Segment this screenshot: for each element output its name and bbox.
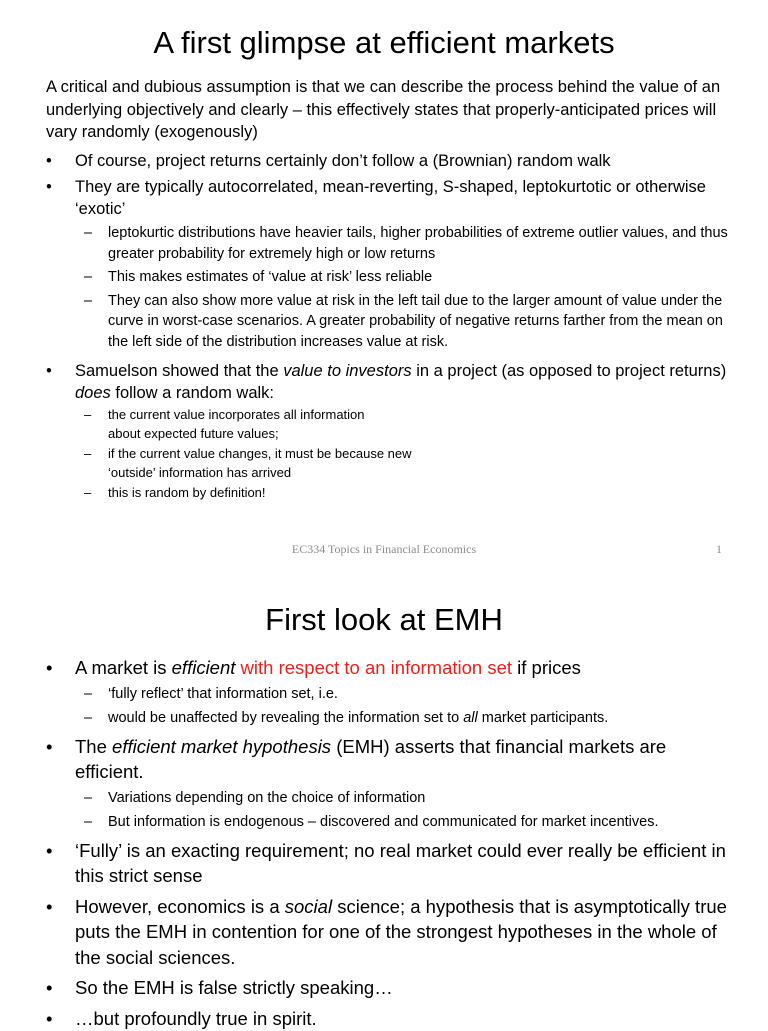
bullet-list — [46, 146, 736, 503]
bullet-item: • The efficient market hypothesis (EMH) asserts that financial markets are efficient. — [46, 734, 736, 785]
sub-bullet-item: – But information is endogenous – discovered and communicated for market incentives. — [46, 811, 736, 833]
bullet-item: • They are typically autocorrelated, mean-reverting, S-shaped, leptokurtotic or otherwise ‘exotic’ — [46, 176, 736, 220]
sub-bullet-item: – Variations depending on the choice of information — [46, 787, 736, 809]
sub-bullet-item: – this is random by definition! — [46, 484, 736, 503]
footer-course-title: EC334 Topics in Financial Economics — [0, 542, 768, 557]
footer-page-number: 1 — [716, 542, 722, 557]
bullet-item: • …but profoundly true in spirit. — [46, 1006, 736, 1031]
slide-title: First look at EMH — [0, 601, 768, 639]
bullet-item: • Of course, project returns certainly don’t follow a (Brownian) random walk — [46, 150, 736, 172]
bullet-item: • ‘Fully’ is an exacting requirement; no real market could ever really be efficient in this strict sense — [46, 838, 736, 889]
sub-bullet-item: – the current value incorporates all information about expected future values; — [46, 406, 736, 443]
intro-paragraph: A critical and dubious assumption is that we can describe the process behind the value of an underlying objectively and clearly – this effectively states that properly-anticipated prices will vary randomly (exogenously) — [46, 76, 736, 144]
bullet-item: • A market is efficient with respect to an information set if prices — [46, 655, 736, 681]
bullet-item: • However, economics is a social science; a hypothesis that is asymptotically true puts the EMH in contention for one of the strongest hypotheses in the whole of the social sciences. — [46, 894, 736, 971]
sub-bullet-item: – if the current value changes, it must be because new ‘outside’ information has arrived — [46, 445, 736, 482]
bullet-item: • So the EMH is false strictly speaking… — [46, 975, 736, 1001]
sub-bullet-item: – This makes estimates of ‘value at risk’ less reliable — [46, 267, 736, 288]
slide-title: A first glimpse at efficient markets — [0, 24, 768, 62]
slide-2 — [0, 575, 768, 1024]
sub-bullet-item: – ‘fully reflect’ that information set, i.e. — [46, 683, 736, 705]
sub-bullet-item: – leptokurtic distributions have heavier tails, higher probabilities of extreme outlier values, and thus greater probability for extremely high or low returns — [46, 223, 736, 264]
sub-bullet-item: – would be unaffected by revealing the information set to all market participants. — [46, 707, 736, 729]
sub-bullet-item: – They can also show more value at risk in the left tail due to the larger amount of value under the curve in worst-case scenarios. A greater probability of negative returns farther from the mean on the left side of the distribution increases value at risk. — [46, 291, 736, 353]
bullet-item: • Samuelson showed that the value to investors in a project (as opposed to project returns) does follow a random walk: — [46, 360, 736, 404]
bullet-list — [46, 650, 736, 1031]
highlighted-phrase: with respect to an information set — [235, 657, 512, 678]
